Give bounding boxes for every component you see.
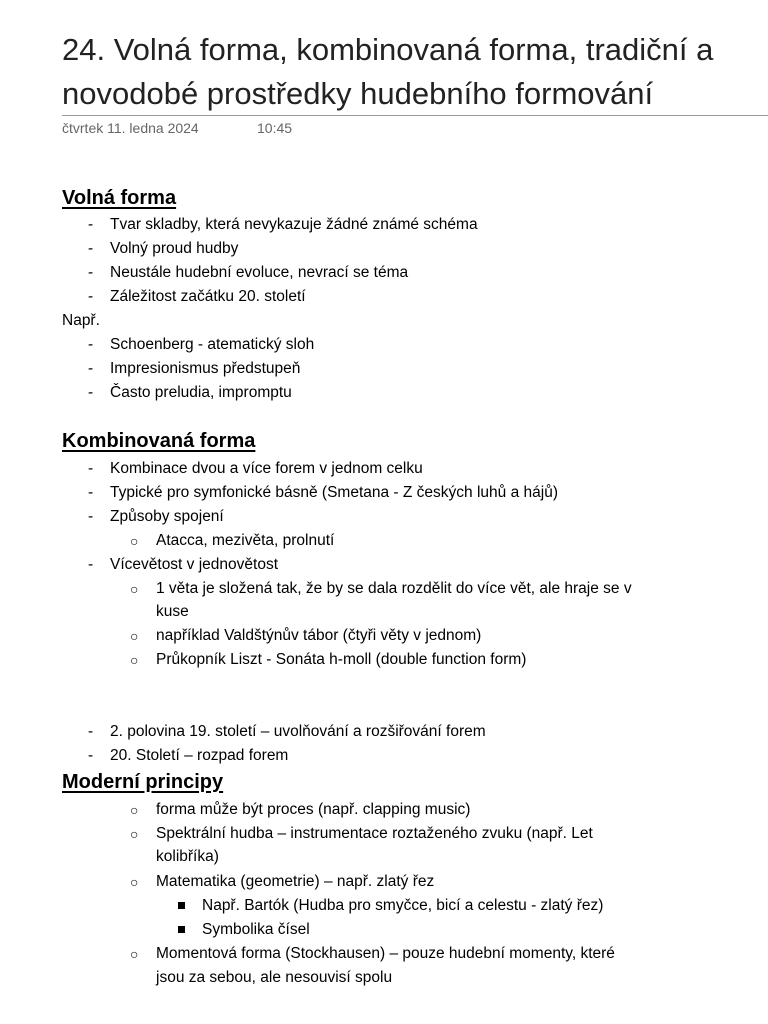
dash-bullet: - — [88, 288, 94, 305]
list-item: Matematika (geometrie) – např. zlatý řez — [156, 873, 435, 890]
circle-bullet: ○ — [130, 826, 139, 842]
list-item: Volný proud hudby — [110, 240, 239, 257]
circle-bullet: ○ — [130, 628, 139, 644]
list-item: Záležitost začátku 20. století — [110, 288, 306, 305]
list-item: forma může být proces (např. clapping music) — [156, 801, 471, 818]
dash-bullet: - — [88, 240, 94, 257]
list-item: Schoenberg - atematický sloh — [110, 336, 315, 353]
list-item: Průkopník Liszt - Sonáta h-moll (double function form) — [156, 651, 527, 668]
list-item: Spektrální hudba – instrumentace roztaženého zvuku (např. Let — [156, 825, 593, 842]
section-heading-volna-forma: Volná forma — [62, 187, 177, 209]
dash-bullet: - — [88, 336, 94, 353]
title-line-2: novodobé prostředky hudebního formování — [62, 76, 654, 111]
dash-bullet: - — [88, 556, 94, 573]
circle-bullet: ○ — [130, 874, 139, 890]
list-item: 20. Století – rozpad forem — [110, 747, 289, 764]
list-item: Impresionismus předstupeň — [110, 360, 301, 377]
circle-bullet: ○ — [130, 581, 139, 597]
list-item: Typické pro symfonické básně (Smetana - Z českých luhů a hájů) — [110, 484, 558, 501]
list-item: například Valdštýnův tábor (čtyři věty v jednom) — [156, 627, 482, 644]
dash-bullet: - — [88, 723, 94, 740]
dash-bullet: - — [88, 264, 94, 281]
page-time: 10:45 — [257, 120, 293, 136]
dash-bullet: - — [88, 216, 94, 233]
page-date: čtvrtek 11. ledna 2024 — [62, 120, 199, 136]
list-item: Momentová forma (Stockhausen) – pouze hudební momenty, které — [156, 945, 615, 962]
circle-bullet: ○ — [130, 533, 139, 549]
list-item-continuation: kolibříka) — [156, 848, 219, 865]
dash-bullet: - — [88, 384, 94, 401]
list-item: Často preludia, impromptu — [110, 384, 292, 401]
list-item: 2. polovina 19. století – uvolňování a rozšiřování forem — [110, 723, 486, 740]
list-item-continuation: jsou za sebou, ale nesouvisí spolu — [156, 969, 393, 986]
section-heading-kombinovana-forma: Kombinovaná forma — [62, 430, 256, 452]
list-item: Vícevětost v jednovětost — [110, 556, 279, 573]
title-line-1: 24. Volná forma, kombinovaná forma, tradiční a — [62, 32, 714, 67]
square-bullet — [178, 926, 185, 933]
page-title — [62, 28, 762, 116]
dash-bullet: - — [88, 747, 94, 764]
section-heading-moderni-principy: Moderní principy — [62, 771, 224, 793]
dash-bullet: - — [88, 508, 94, 525]
list-item: Atacca, mezivěta, prolnutí — [156, 532, 335, 549]
list-item: Např. Bartók (Hudba pro smyčce, bicí a celestu - zlatý řez) — [202, 897, 604, 914]
dash-bullet: - — [88, 360, 94, 377]
list-item: Způsoby spojení — [110, 508, 224, 525]
napr-label: Např. — [62, 312, 100, 329]
title-divider — [62, 115, 768, 116]
square-bullet — [178, 902, 185, 909]
circle-bullet: ○ — [130, 802, 139, 818]
circle-bullet: ○ — [130, 946, 139, 962]
list-item: 1 věta je složená tak, že by se dala rozdělit do více vět, ale hraje se v — [156, 580, 632, 597]
list-item: Neustále hudební evoluce, nevrací se téma — [110, 264, 409, 281]
list-item: Kombinace dvou a více forem v jednom celku — [110, 460, 423, 477]
dash-bullet: - — [88, 460, 94, 477]
dash-bullet: - — [88, 484, 94, 501]
list-item: Tvar skladby, která nevykazuje žádné známé schéma — [110, 216, 478, 233]
circle-bullet: ○ — [130, 652, 139, 668]
list-item: Symbolika čísel — [202, 921, 310, 938]
list-item-continuation: kuse — [156, 603, 189, 620]
